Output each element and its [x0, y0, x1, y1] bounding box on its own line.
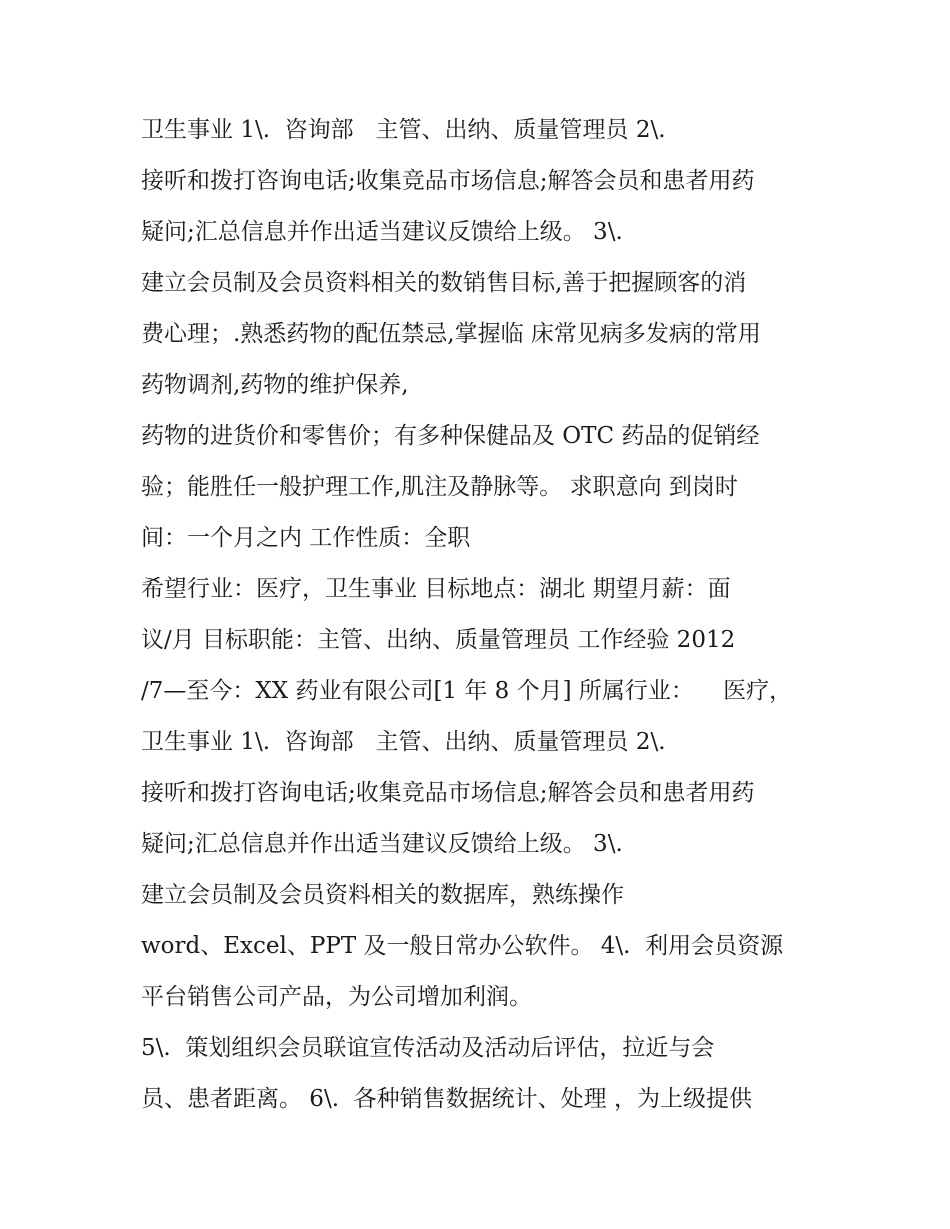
text-line: 验；能胜任一般护理工作,肌注及静脉等。 求职意向 到岗时: [141, 474, 738, 500]
text-line: 卫生事业 1\. 咨询部 主管、出纳、质量管理员 2\.: [141, 117, 666, 143]
text-line: 议/月 目标职能：主管、出纳、质量管理员 工作经验 2012: [141, 627, 736, 653]
text-line: 员、患者距离。 6\. 各种销售数据统计、处理 ，为上级提供: [141, 1086, 752, 1112]
text-line: 接听和拨打咨询电话;收集竞品市场信息;解答会员和患者用药: [141, 168, 755, 194]
text-line: 费心理；.熟悉药物的配伍禁忌,掌握临 床常见病多发病的常用: [141, 321, 761, 347]
text-line: 平台销售公司产品，为公司增加利润。: [141, 984, 532, 1010]
text-line: 卫生事业 1\. 咨询部 主管、出纳、质量管理员 2\.: [141, 729, 666, 755]
text-line: 药物调剂,药物的维护保养,: [141, 372, 409, 398]
text-line: 希望行业：医疗，卫生事业 目标地点：湖北 期望月薪：面: [141, 576, 731, 602]
text-line: 建立会员制及会员资料相关的数销售目标,善于把握顾客的消: [141, 270, 747, 296]
text-line: word、Excel、PPT 及一般日常办公软件。 4\. 利用会员资源: [141, 933, 784, 959]
text-line: /7—至今：XX 药业有限公司[1 年 8 个月] 所属行业： 医疗，: [141, 678, 793, 704]
text-line: 疑问;汇总信息并作出适当建议反馈给上级。 3\.: [141, 831, 623, 857]
text-line: 5\. 策划组织会员联谊宣传活动及活动后评估，拉近与会: [141, 1035, 715, 1061]
text-line: 疑问;汇总信息并作出适当建议反馈给上级。 3\.: [141, 219, 623, 245]
text-line: 建立会员制及会员资料相关的数据库，熟练操作: [141, 882, 624, 908]
document-body: [141, 110, 841, 1130]
text-line: 药物的进货价和零售价；有多种保健品及 OTC 药品的促销经: [141, 423, 760, 449]
text-line: 间：一个月之内 工作性质：全职: [141, 525, 471, 551]
text-line: 接听和拨打咨询电话;收集竞品市场信息;解答会员和患者用药: [141, 780, 755, 806]
